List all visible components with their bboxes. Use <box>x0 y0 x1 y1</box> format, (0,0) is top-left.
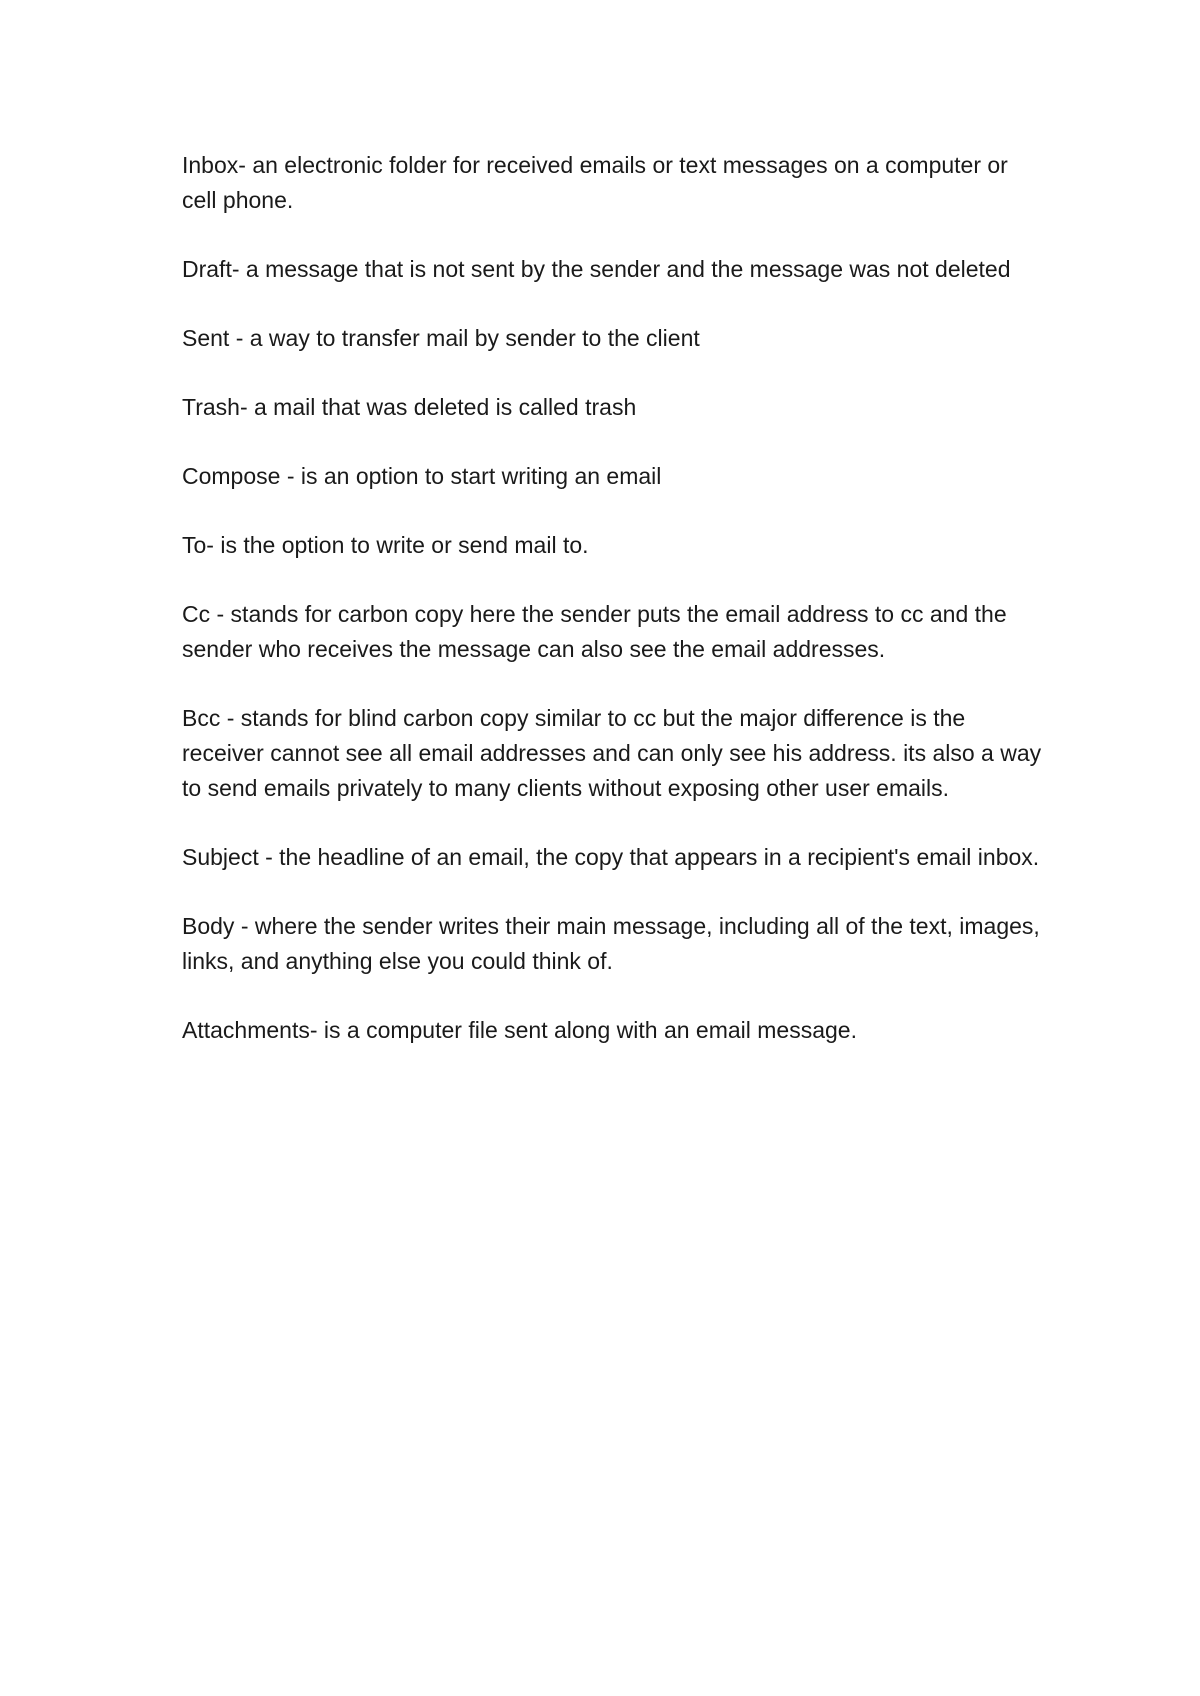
definition-to: To- is the option to write or send mail to. <box>182 532 589 558</box>
definition-bcc: Bcc - stands for blind carbon copy similar to cc but the major difference is the receiver cannot see all email addresses and can only see his address. its also a way to send emails privately to many clients without exposing other user emails. <box>182 705 1042 801</box>
definition-subject: Subject - the headline of an email, the copy that appears in a recipient's email inbox. <box>182 844 1040 870</box>
definition-body: Body - where the sender writes their main message, including all of the text, images, links, and anything else you could think of. <box>182 913 1040 974</box>
definition-attachments: Attachments- is a computer file sent along with an email message. <box>182 1017 857 1043</box>
definition-trash: Trash- a mail that was deleted is called trash <box>182 394 637 420</box>
document-body <box>182 148 1042 1082</box>
definition-inbox: Inbox- an electronic folder for received emails or text messages on a computer or cell phone. <box>182 152 1008 213</box>
definition-sent: Sent - a way to transfer mail by sender to the client <box>182 325 700 351</box>
definition-cc: Cc - stands for carbon copy here the sender puts the email address to cc and the sender who receives the message can also see the email addresses. <box>182 601 1007 662</box>
definition-draft: Draft- a message that is not sent by the sender and the message was not deleted <box>182 256 1011 282</box>
definition-compose: Compose - is an option to start writing an email <box>182 463 662 489</box>
